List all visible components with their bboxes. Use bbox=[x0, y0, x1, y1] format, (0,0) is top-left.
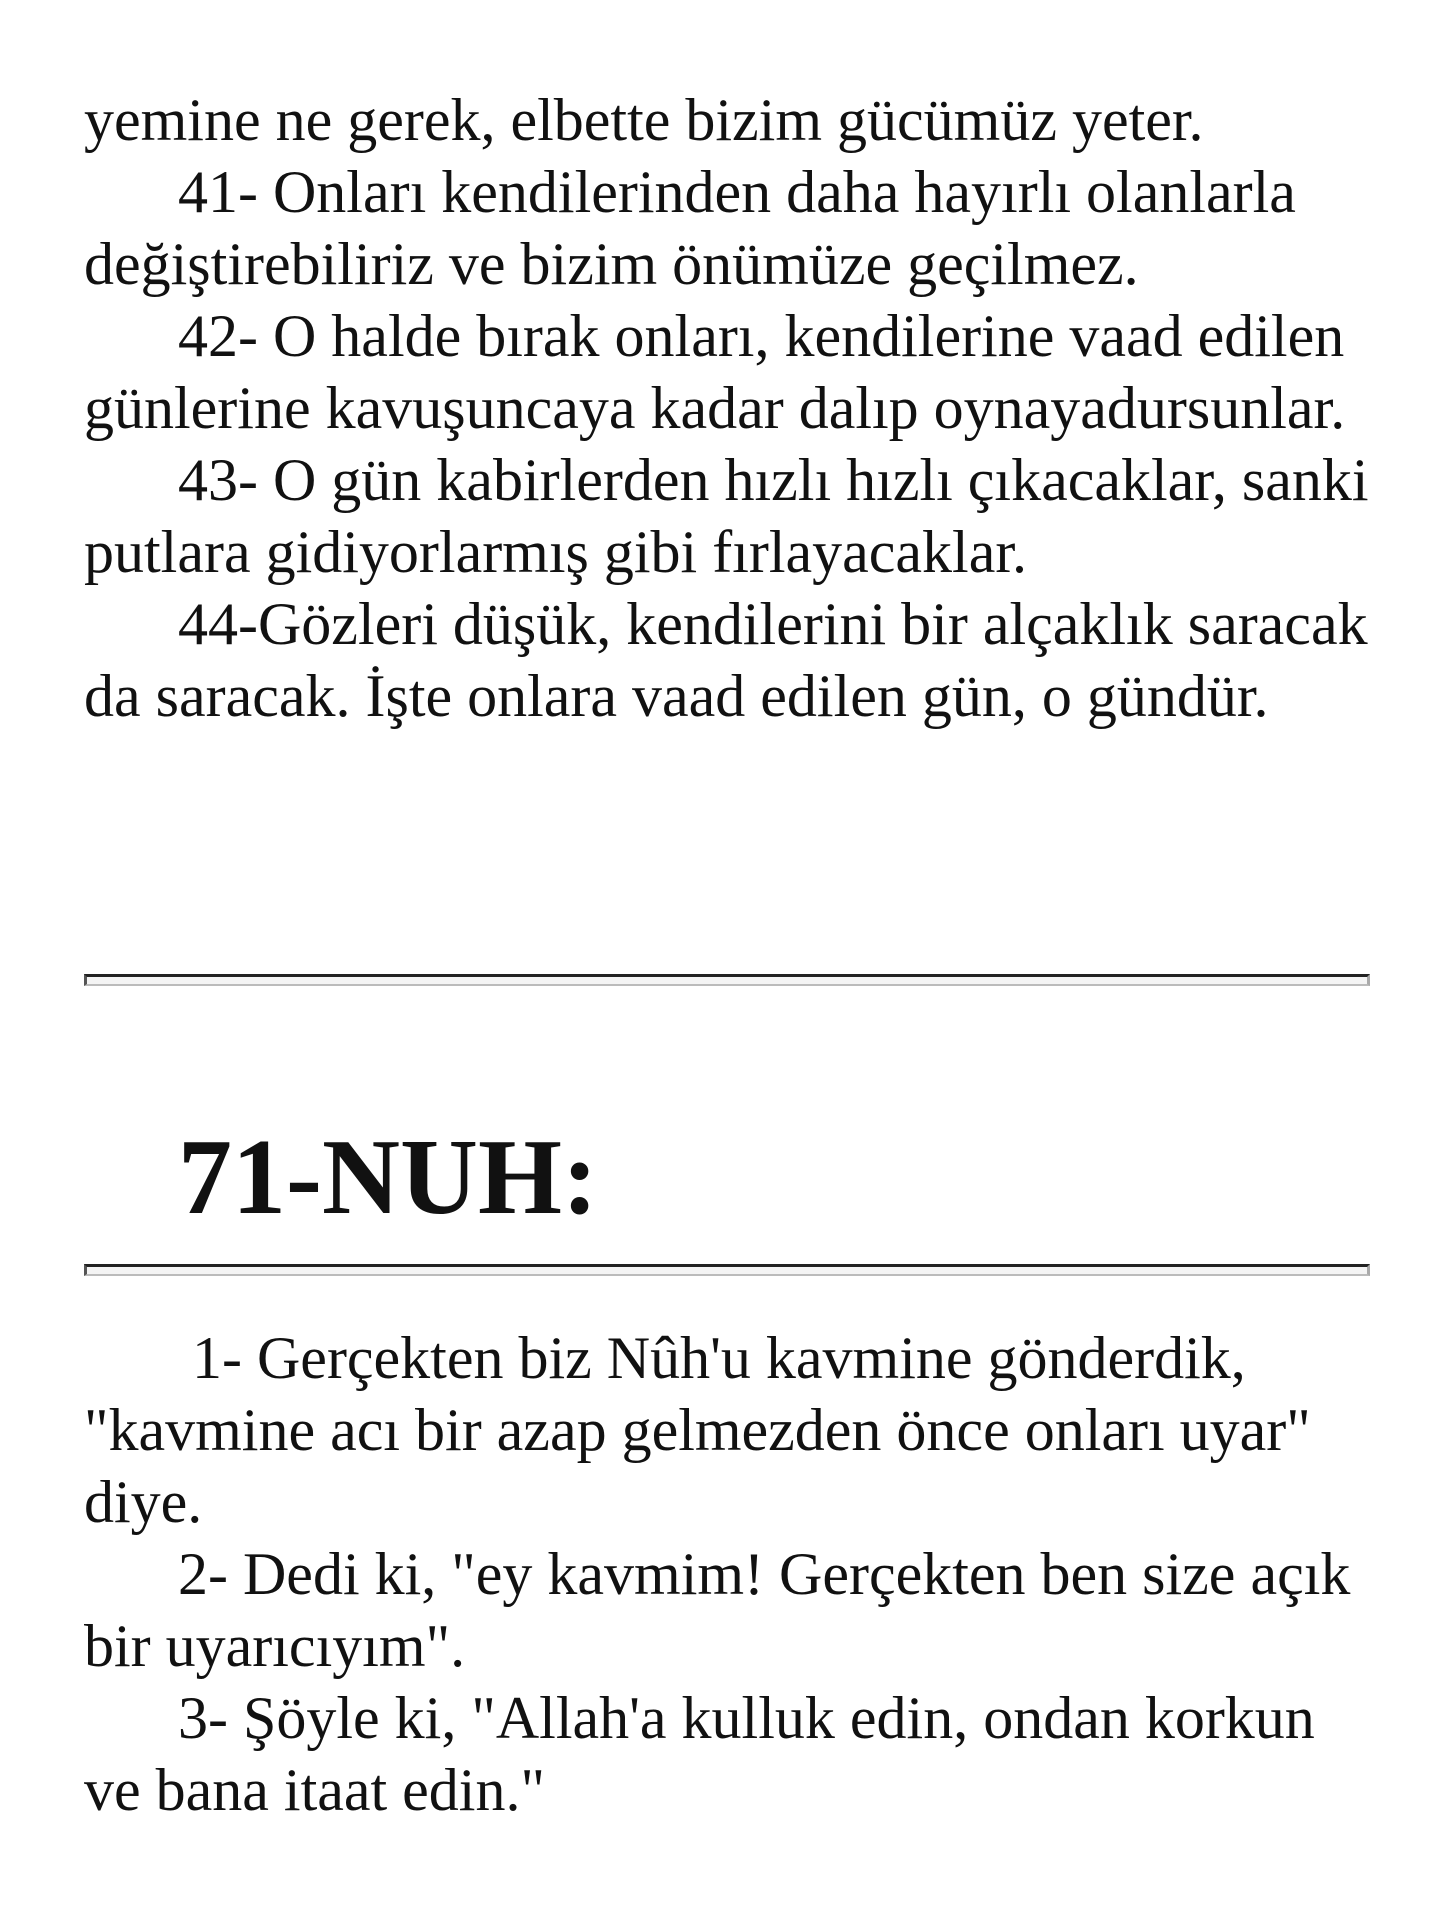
section-title: 71-NUH: bbox=[178, 1118, 598, 1237]
bottom-text-block bbox=[84, 1322, 1374, 1826]
verse-42: 42- O halde bırak onları, kendilerine vaad edilen günlerine kavuşuncaya kadar dalıp oynayadursunlar. bbox=[84, 303, 1360, 441]
verse-2: 2- Dedi ki, "ey kavmim! Gerçekten ben size açık bir uyarıcıyım". bbox=[84, 1541, 1366, 1679]
verse-1: 1- Gerçekten biz Nûh'u kavmine gönderdik, "kavmine acı bir azap gelmezden önce onları uyar" diye. bbox=[84, 1325, 1326, 1535]
verse-43: 43- O gün kabirlerden hızlı hızlı çıkacaklar, sanki putlara gidiyorlarmış gibi fırlayacaklar. bbox=[84, 447, 1384, 585]
verse-40-continuation: yemine ne gerek, elbette bizim gücümüz yeter. bbox=[84, 87, 1204, 153]
top-text-block bbox=[84, 84, 1384, 732]
divider-top bbox=[84, 974, 1370, 986]
verse-44: 44-Gözleri düşük, kendilerini bir alçaklık saracak da saracak. İşte onlara vaad edilen gün, o gündür. bbox=[84, 591, 1383, 729]
verse-3: 3- Şöyle ki, "Allah'a kulluk edin, ondan korkun ve bana itaat edin." bbox=[84, 1685, 1330, 1823]
verse-41: 41- Onları kendilerinden daha hayırlı olanlarla değiştirebiliriz ve bizim önümüze geçilmez. bbox=[84, 159, 1311, 297]
divider-bottom bbox=[84, 1264, 1370, 1276]
